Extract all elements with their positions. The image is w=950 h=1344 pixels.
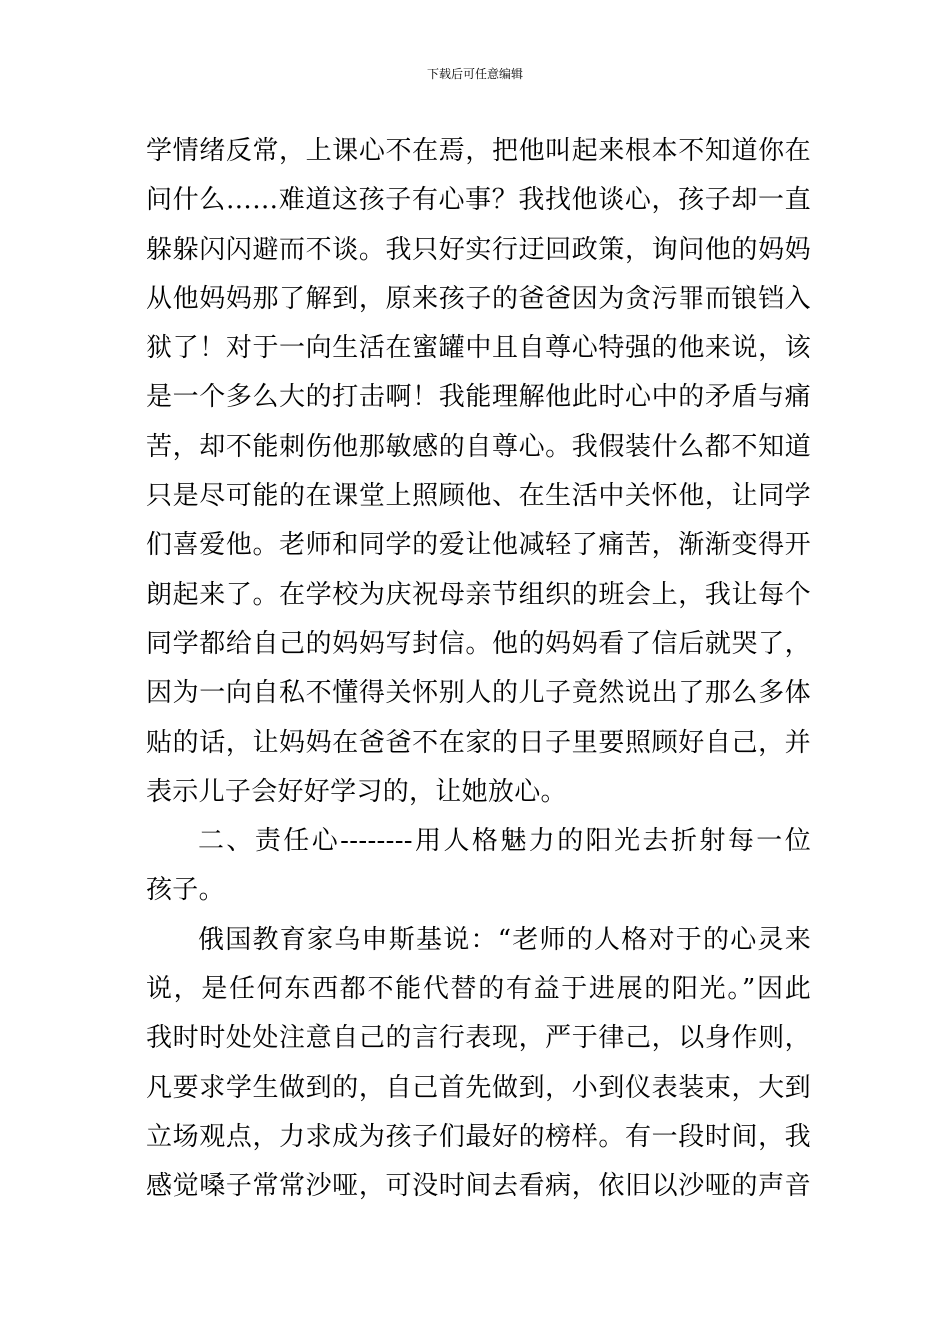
text-line: 俄国教育家乌申斯基说：“老师的人格对于的心灵来 [198, 924, 811, 955]
text-line: 同学都给自己的妈妈写封信。他的妈妈看了信后就哭了， [146, 628, 811, 659]
text-line: 是一个多么大的打击啊！我能理解他此时心中的矛盾与痛 [146, 382, 811, 413]
text-line: 感觉嗓子常常沙哑，可没时间去看病，依旧以沙哑的声音 [146, 1171, 811, 1202]
text-line: 因为一向自私不懂得关怀别人的儿子竟然说出了那么多体 [146, 678, 811, 709]
text-line: 问什么……难道这孩子有心事？我找他谈心，孩子却一直 [146, 185, 811, 216]
page-header: 下载后可任意编辑 [426, 67, 523, 81]
text-line: 贴的话，让妈妈在爸爸不在家的日子里要照顾好自己，并 [146, 727, 811, 758]
text-line: 我时时处处注意自己的言行表现，严于律己，以身作则， [146, 1023, 811, 1054]
document-body [146, 127, 811, 1212]
text-line: 说，是任何东西都不能代替的有益于进展的阳光。”因此 [146, 974, 811, 1005]
text-line: 孩子。 [146, 875, 225, 906]
section-heading: 二、责任心--------用人格魅力的阳光去折射每一位 [198, 826, 811, 857]
text-line: 躲躲闪闪避而不谈。我只好实行迂回政策，询问他的妈妈 [146, 234, 811, 265]
text-line: 朗起来了。在学校为庆祝母亲节组织的班会上，我让每个 [146, 579, 811, 610]
text-line: 立场观点，力求成为孩子们最好的榜样。有一段时间，我 [146, 1121, 811, 1152]
text-line: 们喜爱他。老师和同学的爱让他减轻了痛苦，渐渐变得开 [146, 530, 811, 561]
text-line: 从他妈妈那了解到，原来孩子的爸爸因为贪污罪而锒铛入 [146, 283, 811, 314]
text-line: 苦，却不能刺伤他那敏感的自尊心。我假装什么都不知道 [146, 431, 811, 462]
text-line: 学情绪反常，上课心不在焉，把他叫起来根本不知道你在 [146, 136, 811, 166]
text-line: 凡要求学生做到的，自己首先做到，小到仪表装束，大到 [146, 1072, 811, 1103]
text-line: 只是尽可能的在课堂上照顾他、在生活中关怀他，让同学 [146, 481, 811, 512]
text-line: 狱了！对于一向生活在蜜罐中且自尊心特强的他来说，该 [146, 333, 811, 364]
text-line: 表示儿子会好好学习的，让她放心。 [146, 776, 567, 807]
